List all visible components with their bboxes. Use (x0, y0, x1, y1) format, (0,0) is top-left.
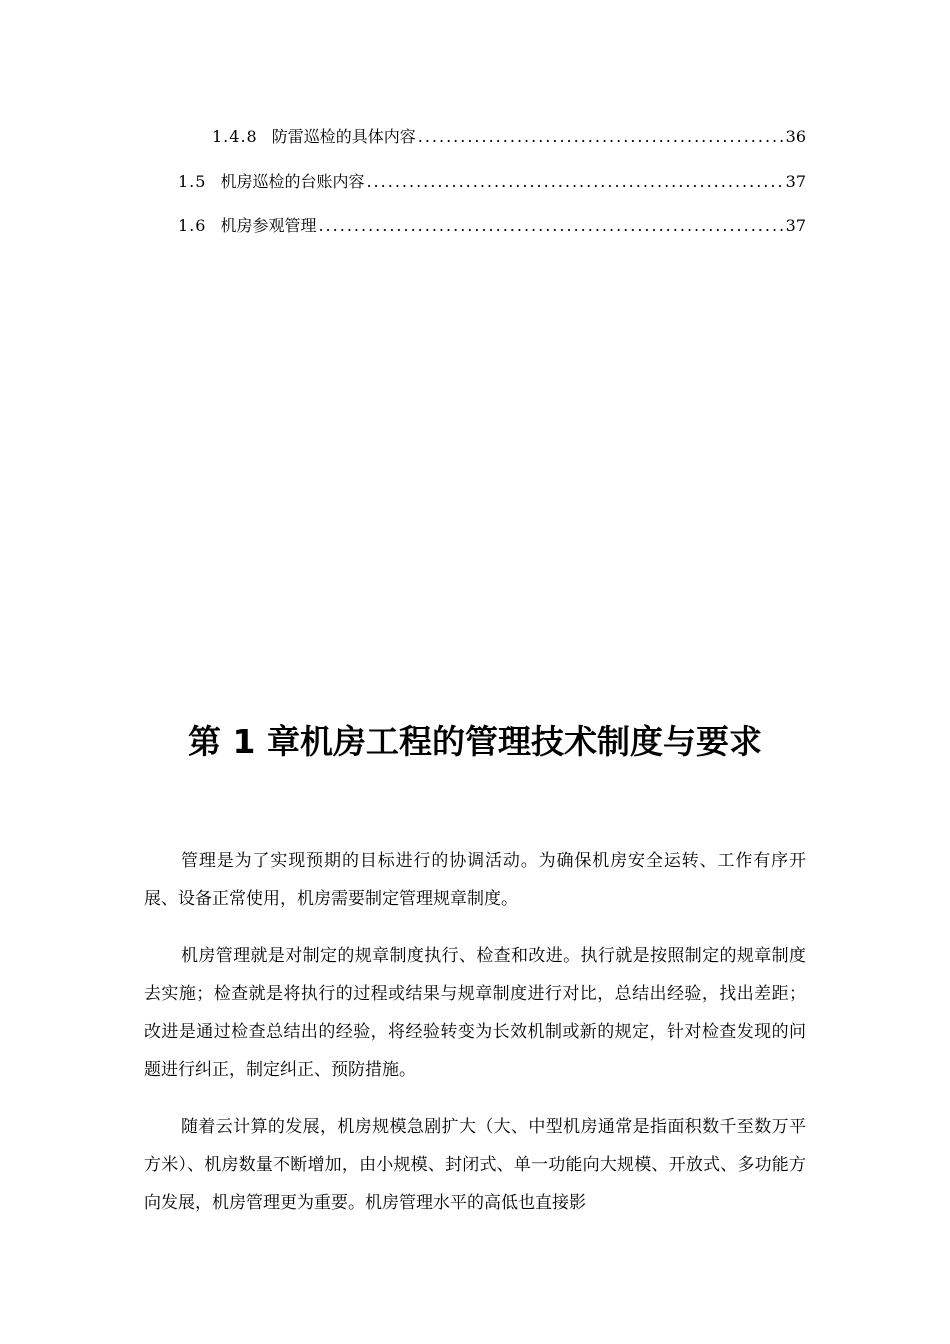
body-paragraph-1: 管理是为了实现预期的目标进行的协调活动。为确保机房安全运转、工作有序开展、设备正常使用，机房需要制定管理规章制度。 (144, 851, 806, 909)
toc-entry-number: 1.5 (178, 172, 207, 191)
toc-entry-1-5[interactable] (178, 169, 806, 195)
toc-dot-leader (418, 124, 784, 150)
toc-entry-number: 1.6 (178, 216, 207, 235)
toc-entry-1-4-8[interactable] (212, 124, 806, 150)
toc-entry-title: 机房参观管理 (220, 216, 317, 235)
body-paragraph-2: 机房管理就是对制定的规章制度执行、检查和改进。执行就是按照制定的规章制度去实施；检查就是将执行的过程或结果与规章制度进行对比，总结出经验，找出差距；改进是通过检查总结出的经验，将经验转变为长效机制或新的规定，针对检查发现的问题进行纠正，制定纠正、预防措施。 (144, 946, 806, 1080)
toc-entry-title: 机房巡检的台账内容 (220, 172, 365, 191)
toc-dot-leader (318, 213, 783, 239)
body-paragraph-3: 随着云计算的发展，机房规模急剧扩大（大、中型机房通常是指面积数千至数万平方米）、机房数量不断增加，由小规模、封闭式、单一功能向大规模、开放式、多功能方向发展，机房管理更为重要。机房管理水平的高低也直接影 (144, 1117, 806, 1213)
toc-entry-title: 防雷巡检的具体内容 (271, 127, 416, 146)
chapter-title: 第 1 章机房工程的管理技术制度与要求 (188, 722, 762, 761)
toc-entry-number: 1.4.8 (212, 127, 258, 146)
toc-entry-page: 37 (785, 172, 806, 191)
toc-entry-page: 37 (785, 216, 806, 235)
toc-entry-1-6[interactable] (178, 213, 806, 239)
toc-dot-leader (366, 169, 783, 195)
toc-entry-page: 36 (785, 127, 806, 146)
